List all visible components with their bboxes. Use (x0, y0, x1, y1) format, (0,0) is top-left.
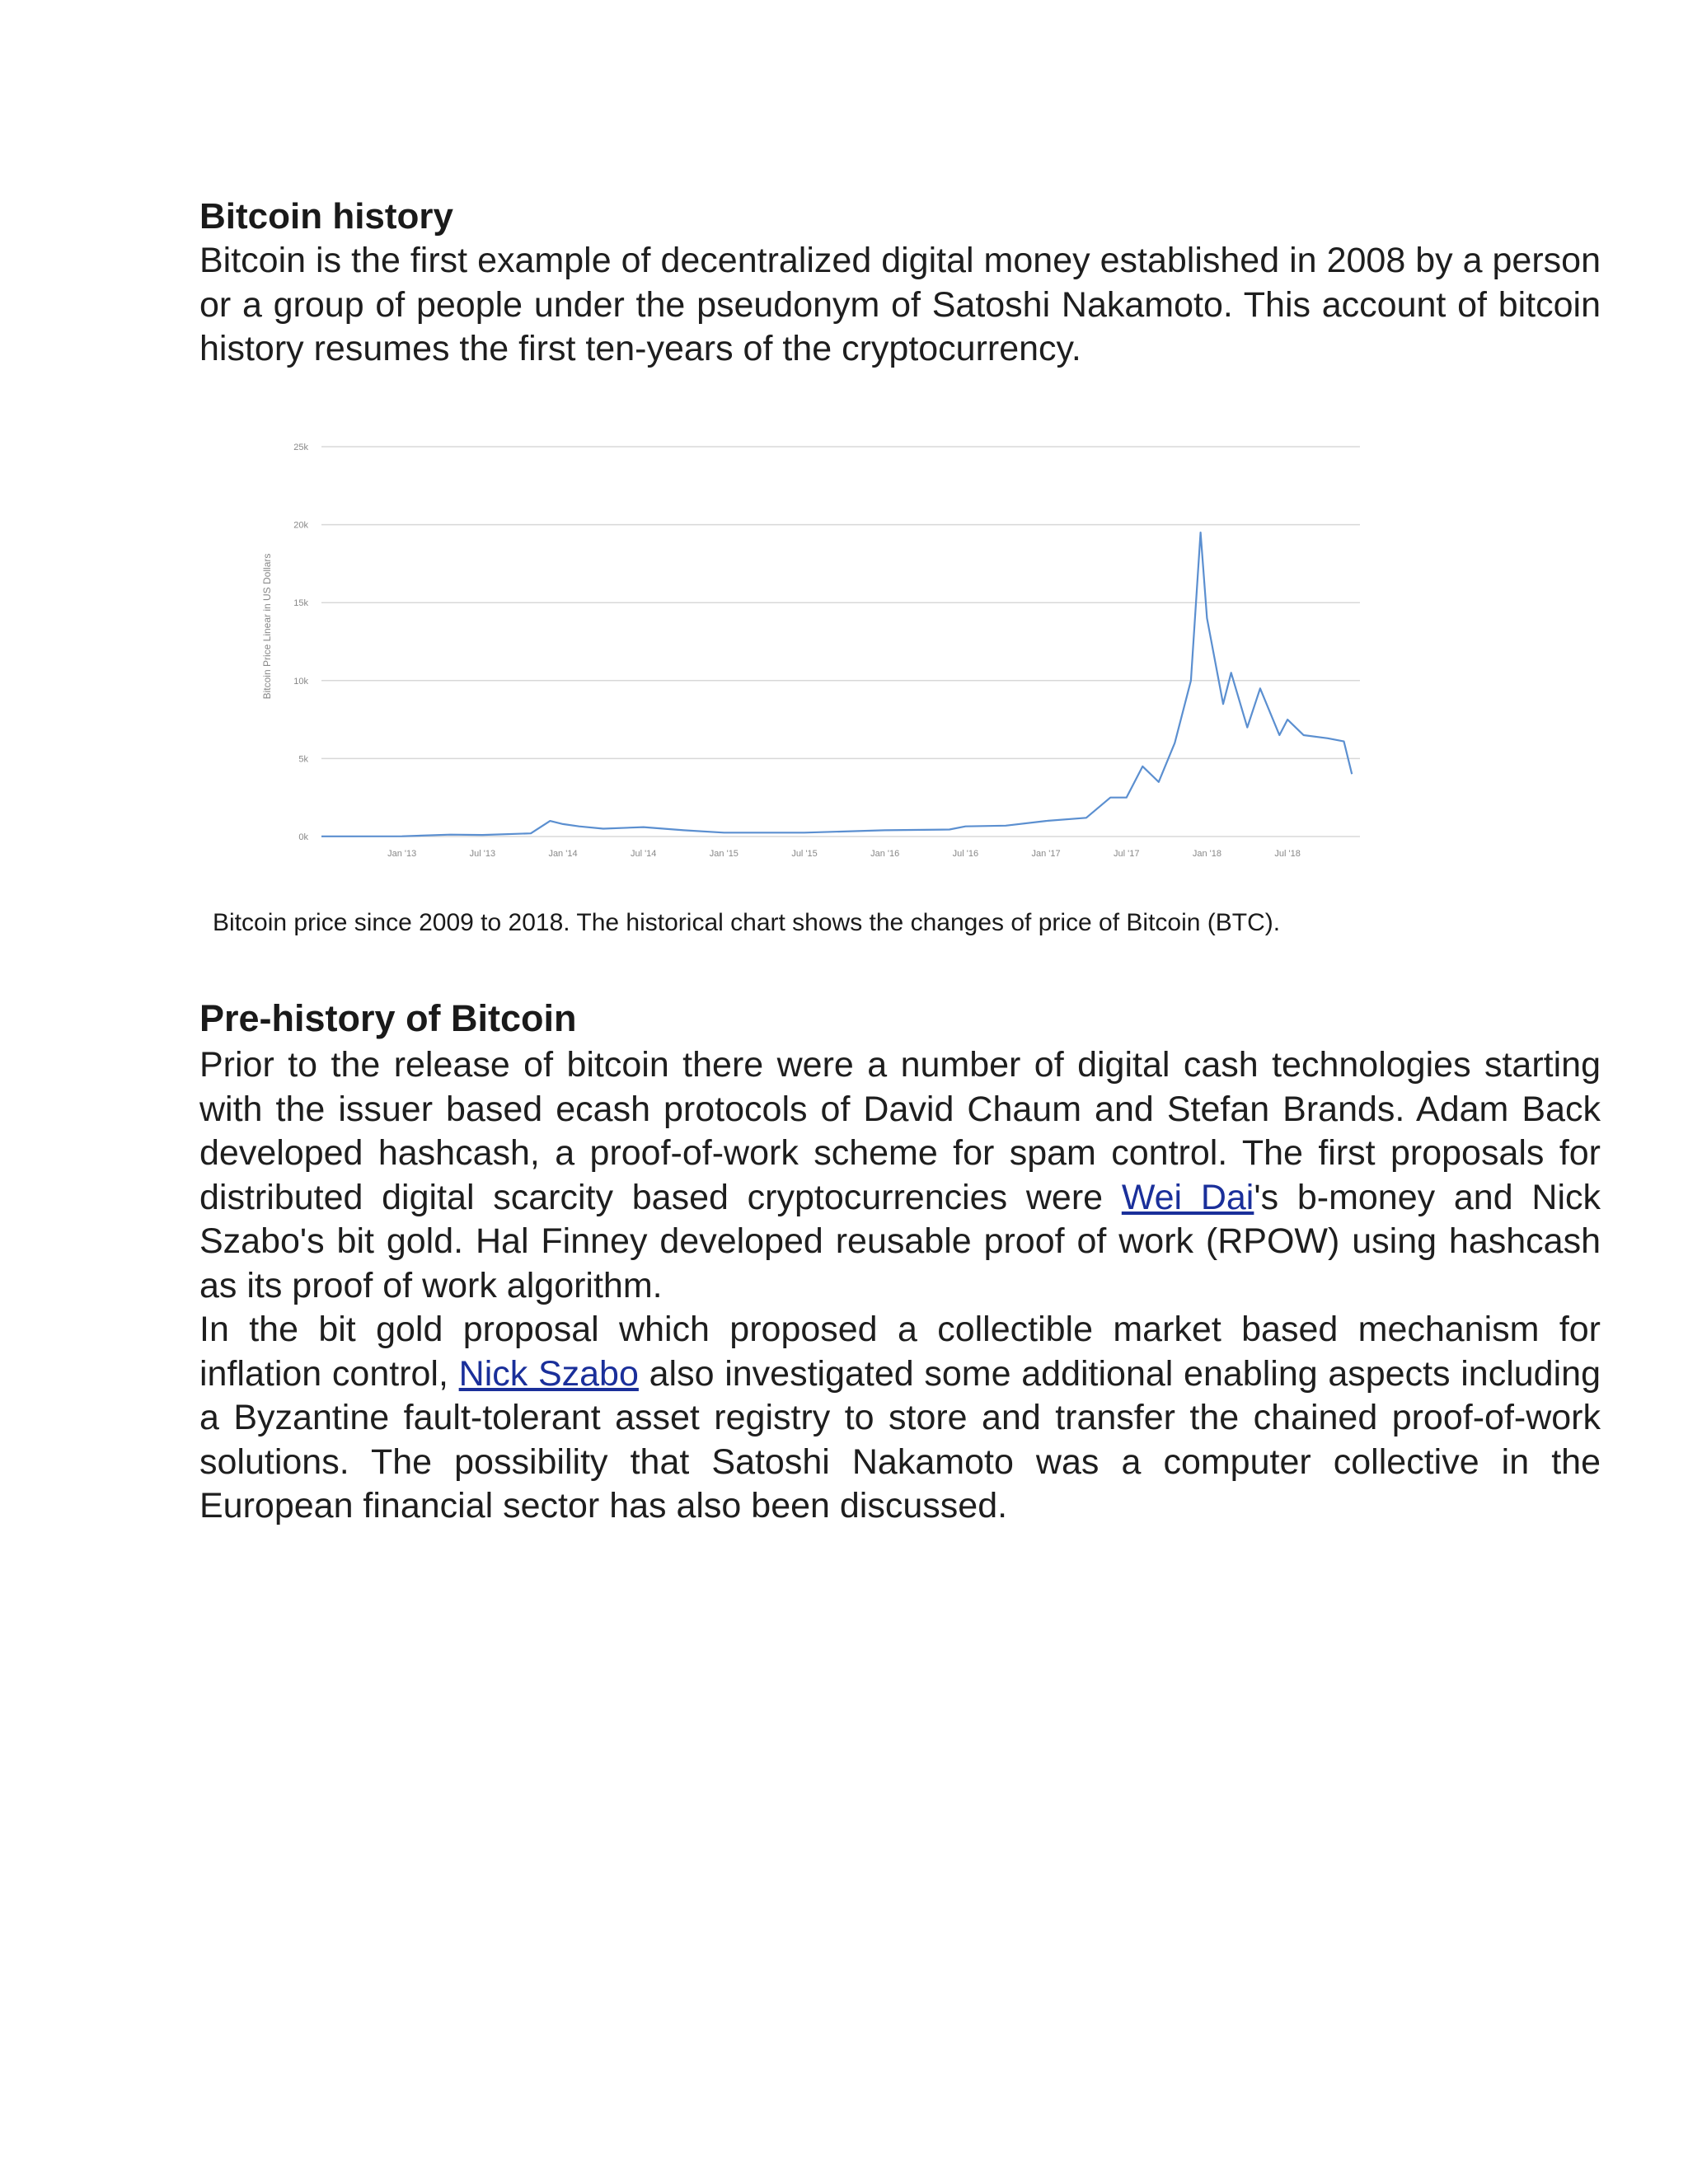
x-tick-label: Jan '15 (709, 849, 738, 859)
y-tick-label: 15k (293, 598, 308, 609)
paragraph-1-text-b: 's b-money and Nick Szabo's bit gold. Hal Finney developed reusable proof of work (RPOW) using hashcash as its proof of work algorithm. (199, 1177, 1601, 1305)
paragraph-2-text-a: In the bit gold proposal which proposed a collectible market based mechanism for inflation control, (199, 1310, 1601, 1394)
price-line-btc (321, 532, 1352, 837)
paragraph-1-text-a: Prior to the release of bitcoin there were a number of digital cash technologies starting with the issuer based ecash protocols of David Chaum and Stefan Brands. Adam Back developed hashcash, a proof-of-work scheme for spam control. The first proposals for distributed digital scarcity based cryptocurrencies were (199, 1045, 1601, 1217)
paragraph-pre-history-2 (199, 1308, 1601, 1529)
chart-caption: Bitcoin price since 2009 to 2018. The historical chart shows the changes of price of Bitcoin (BTC). (213, 909, 1281, 936)
link-wei-dai[interactable]: Wei Dai (1121, 1177, 1254, 1217)
heading-bitcoin-history: Bitcoin history (199, 196, 454, 237)
x-tick-label: Jan '13 (387, 849, 417, 859)
chart-y-axis-label: Bitcoin Price Linear in US Dollars (261, 553, 273, 700)
chart-y-ticks (293, 443, 308, 842)
paragraph-pre-history-1 (199, 1043, 1601, 1308)
chart-series (321, 532, 1352, 837)
x-tick-label: Jan '14 (548, 849, 578, 859)
link-nick-szabo[interactable]: Nick Szabo (458, 1353, 639, 1394)
paragraph-bitcoin-history: Bitcoin is the first example of decentralized digital money established in 2008 by a person or a group of people under the pseudonym of Satoshi Nakamoto. This account of bitcoin history resumes the first ten-years of the cryptocurrency. (199, 241, 1601, 368)
x-tick-label: Jan '18 (1192, 849, 1221, 859)
x-tick-label: Jan '16 (870, 849, 900, 859)
x-tick-label: Jul '17 (1114, 849, 1140, 859)
x-tick-label: Jul '14 (630, 849, 657, 859)
y-tick-label: 25k (293, 443, 308, 452)
chart-svg (256, 429, 1368, 882)
section-pre-history (199, 994, 1601, 1529)
paragraph-2-text-b: also investigated some additional enabling aspects including a Byzantine fault-tolerant asset registry to store and transfer the chained proof-of-work solutions. The possibility that Satoshi Nakamoto was a computer collective in the European financial sector has also been discussed. (199, 1353, 1601, 1526)
y-tick-label: 0k (298, 832, 308, 842)
x-tick-label: Jul '18 (1274, 849, 1301, 859)
x-tick-label: Jan '17 (1031, 849, 1061, 859)
y-tick-label: 5k (298, 754, 308, 765)
section-bitcoin-history (199, 194, 1601, 372)
y-tick-label: 10k (293, 676, 308, 687)
y-tick-label: 20k (293, 520, 308, 531)
bitcoin-price-chart (256, 429, 1368, 882)
x-tick-label: Jul '16 (952, 849, 979, 859)
chart-gridlines (321, 447, 1360, 837)
heading-pre-history: Pre-history of Bitcoin (199, 997, 577, 1039)
x-tick-label: Jul '15 (791, 849, 818, 859)
chart-x-ticks (387, 849, 1301, 859)
x-tick-label: Jul '13 (469, 849, 496, 859)
